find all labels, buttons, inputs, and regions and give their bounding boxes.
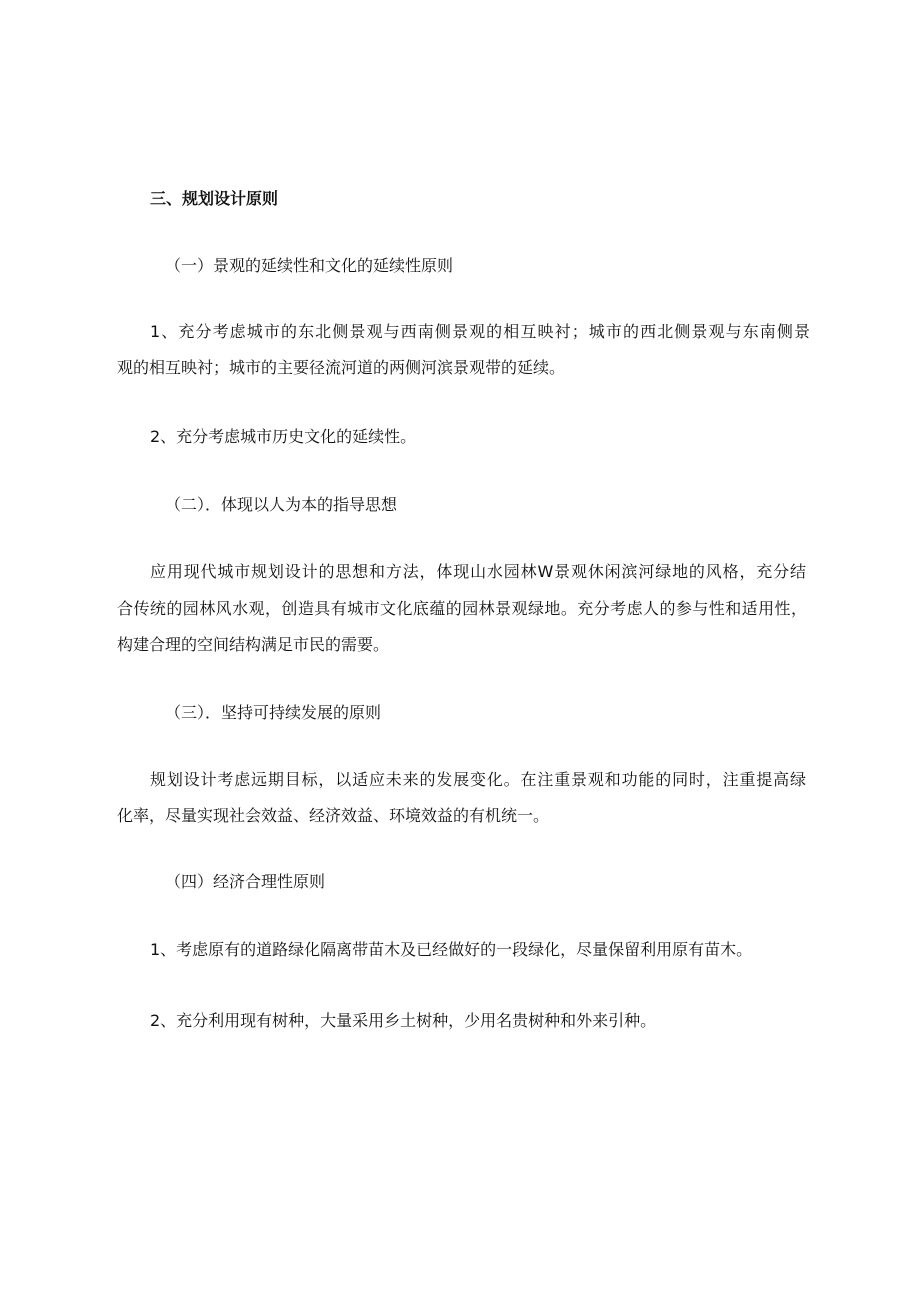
paragraph-line: 1、充分考虑城市的东北侧景观与西南侧景观的相互映衬；城市的西北侧景观与东南侧景 xyxy=(150,322,810,341)
subheading-1: （一）景观的延续性和文化的延续性原则 xyxy=(165,256,454,275)
paragraph-line: 1、考虑原有的道路绿化隔离带苗木及已经做好的一段绿化，尽量保留利用原有苗木。 xyxy=(150,940,753,959)
subheading-3: （三）．坚持可持续发展的原则 xyxy=(165,703,382,722)
paragraph-line: 合传统的园林风水观，创造具有城市文化底蕴的园林景观绿地。充分考虑人的参与性和适用性， xyxy=(117,599,807,618)
paragraph-line: 构建合理的空间结构满足市民的需要。 xyxy=(117,635,390,654)
paragraph-line: 观的相互映衬；城市的主要径流河道的两侧河滨景观带的延续。 xyxy=(117,358,566,377)
paragraph-line: 规划设计考虑远期目标，以适应未来的发展变化。在注重景观和功能的同时，注重提高绿 xyxy=(150,770,806,789)
paragraph-line: 2、充分考虑城市历史文化的延续性。 xyxy=(150,427,417,446)
subheading-2: （二）．体现以人为本的指导思想 xyxy=(165,495,398,514)
section-title: 三、规划设计原则 xyxy=(150,189,279,208)
paragraph-line: 2、充分利用现有树种，大量采用乡土树种，少用名贵树种和外来引种。 xyxy=(150,1011,657,1030)
paragraph-line: 应用现代城市规划设计的思想和方法，体现山水园林W景观休闲滨河绿地的风格，充分结 xyxy=(150,562,806,581)
paragraph-line: 化率，尽量实现社会效益、经济效益、环境效益的有机统一。 xyxy=(117,806,550,825)
subheading-4: （四）经济合理性原则 xyxy=(165,872,326,891)
